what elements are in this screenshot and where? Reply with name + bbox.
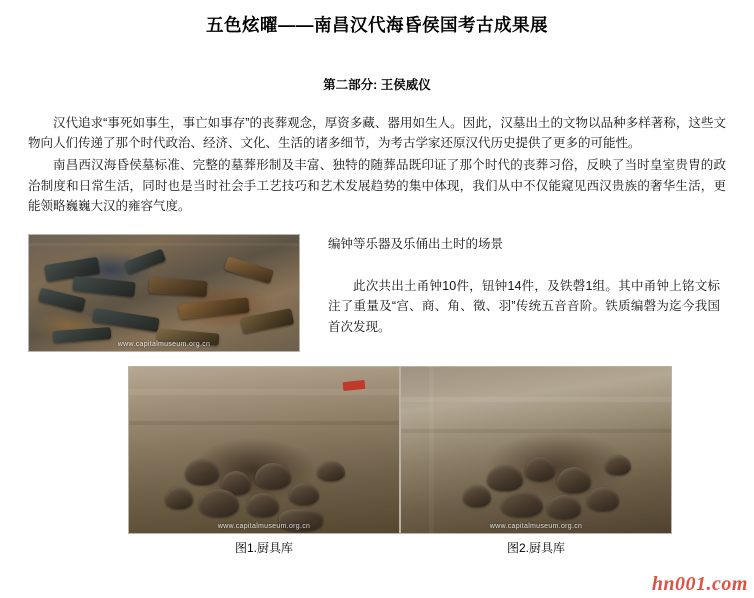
section-title: 第二部分: 王侯威仪 [323,77,431,92]
page-title: 五色炫曜——南昌汉代海昏侯国考古成果展 [206,15,548,35]
photo-watermark: www.capitalmuseum.org.cn [117,341,211,348]
photo-watermark: www.capitalmuseum.org.cn [489,523,583,530]
figure-1-caption: 图1.厨具库 [234,541,293,555]
paragraph-1: 汉代追求“事死如事生，事亡如事存”的丧葬观念，厚资多藏、器用如生人。因此，汉墓出土的文物以品种多样著称，这些文物向人们传递了那个时代政治、经济、文化、生活的诸多细节，为考古学家还原汉代历史提供了更多的可能性。 [28,115,726,150]
top-caption-column [328,234,726,349]
photo-kitchen-store-1 [128,366,400,534]
figure-2-caption: 图2.厨具库 [506,541,565,555]
paragraph-2: 南昌西汉海昏侯墓标准、完整的墓葬形制及丰富、独特的随葬品既印证了那个时代的丧葬习俗，反映了当时皇室贵胄的政治制度和日常生活，同时也是当时社会手工艺技巧和艺术发展趋势的集中体现，我们从中不仅能窥见西汉贵族的奢华生活，更能领略巍巍大汉的雍容气度。 [28,158,726,213]
photo-bells-excavation [28,234,300,352]
figures-row [28,366,726,556]
site-watermark: hn001.com [651,573,748,595]
photo-watermark: www.capitalmuseum.org.cn [217,523,311,530]
top-caption-body: 此次共出土甬钟10件，钮钟14件，及铁磬1组。其中甬钟上铭文标注了重量及“宫、商、角、徵、羽”传统五音音阶。铁质编磬为迄今我国首次发现。 [328,279,720,334]
media-row [28,234,726,352]
figure-2 [400,366,672,556]
body-text [28,113,726,216]
document-page [0,14,754,598]
figure-1 [128,366,400,556]
top-caption-lead: 编钟等乐器及乐俑出土时的场景 [328,237,504,251]
photo-kitchen-store-2 [400,366,672,534]
